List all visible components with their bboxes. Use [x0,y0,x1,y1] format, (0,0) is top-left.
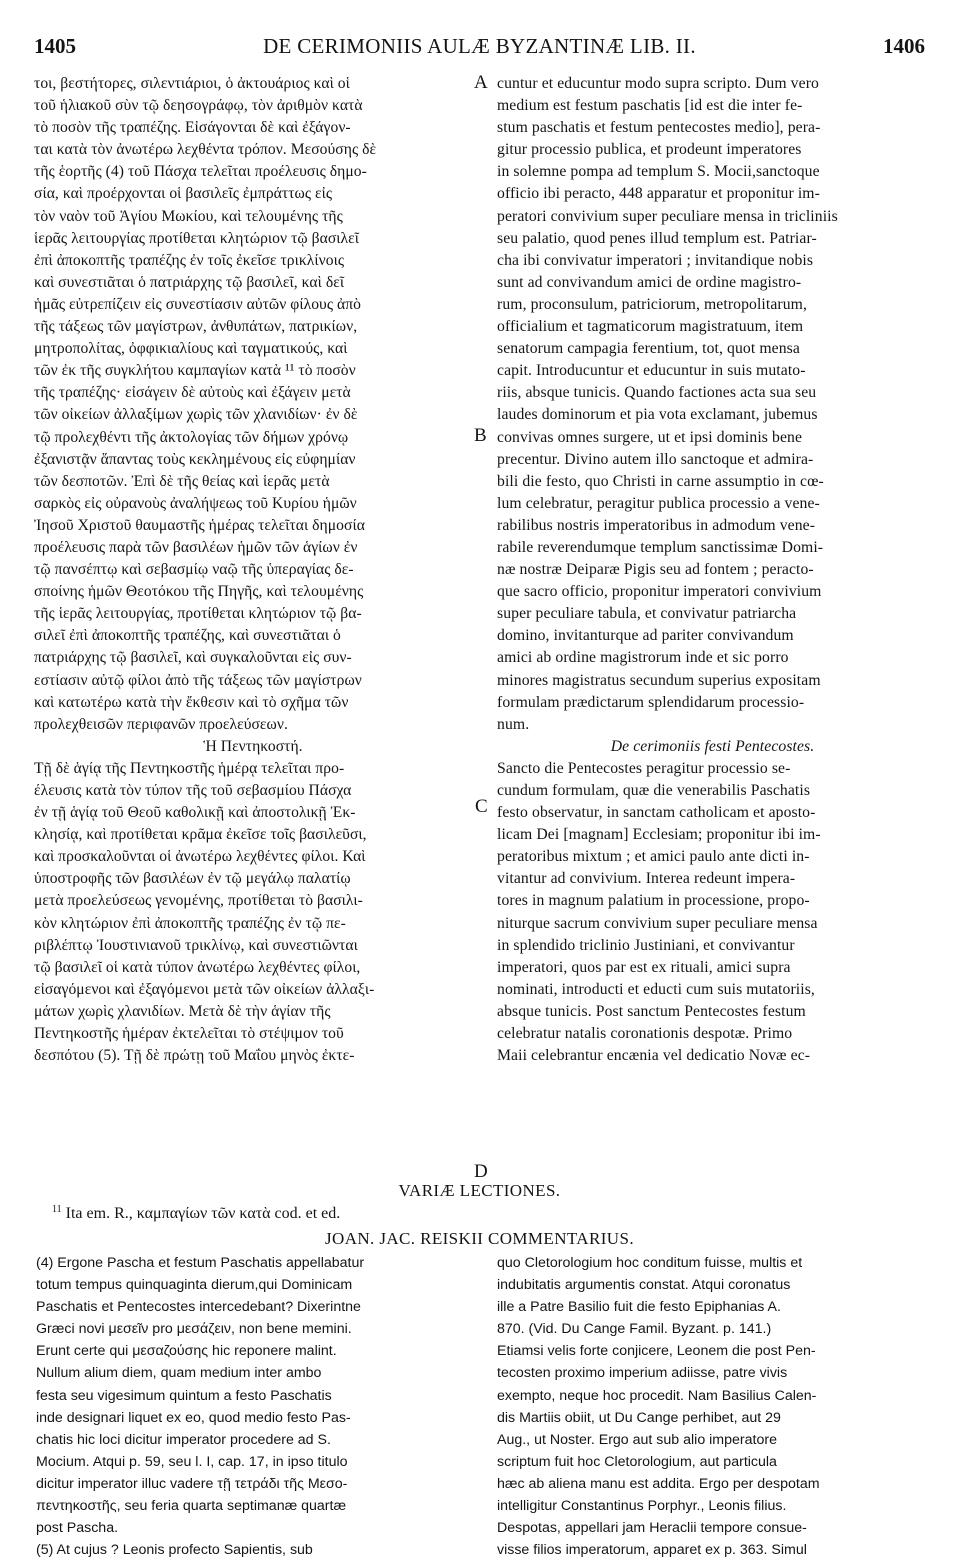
commentary-heading: JOAN. JAC. REISKII COMMENTARIUS. [325,1229,634,1248]
latin-text-line: stum paschatis et festum pentecostes medio], pera- [497,119,821,137]
greek-text-line: τῶν οἰκείων ἀλλαξίμων χωρὶς τῶν χλανιδίων· ἐν δὲ [34,406,358,424]
greek-text-line: ἐπὶ ἀποκοπτῆς τραπέζης ἐν τοῖς ἐκεῖσε τρικλίνοις [34,251,345,269]
greek-text-line: μάτων χωρὶς χλανιδίων. Μετὰ δὲ τὴν ἁγίαν τῆς [34,1002,331,1020]
latin-text-line: senatorum campagia ferentium, tot, quot mensa [497,340,800,358]
commentary-line: tecosten proximo imperium adiisse, patre vivis [497,1365,788,1382]
commentary-line: Etiamsi velis forte conjicere, Leonem die post Pen- [497,1343,816,1360]
greek-column [34,73,472,1067]
latin-section-heading: De cerimoniis festi Pentecostes. [610,737,815,755]
latin-text-line: absque tunicis. Post sanctum Pentecostes festum [497,1002,806,1020]
latin-text-line: super peculiare tabula, et convivatur patriarcha [497,605,797,623]
latin-text-part-1 [497,73,928,736]
greek-text-line: τῷ προλεχθέντι τῆς ἀκτολογίας τῶν δήμων χρόνῳ [34,428,349,446]
latin-text-line: Sancto die Pentecostes peragitur processio se- [497,759,791,777]
commentary-line: inde designari liquet ex eo, quod medio festo Pas- [36,1409,351,1426]
latin-text-line: nominati, introducti et educti cum suis mutatoriis, [497,980,815,998]
commentary-line: Erunt certe qui μεσαζούσης hic reponere malint. [36,1343,337,1360]
greek-text-line: μετὰ προελεύσεως γενομένης, προτίθεται τὸ βασιλι- [34,892,363,910]
greek-text-line: τὸ ποσὸν τῆς τραπέζης. Εἰσάγονται δὲ καὶ ἐξάγον- [34,119,351,137]
greek-text-line: τῷ βασιλεῖ οἱ κατὰ τύπον ἀνωτέρω λεχθέντες φίλοι, [34,958,361,976]
greek-text-line: σποίνης ἡμῶν Θεοτόκου τῆς Πηγῆς, καὶ τελουμένης [34,583,364,601]
commentary-line: intelligitur Constantinus Porphyr., Leonis filius. [497,1498,787,1515]
greek-text-line: μητροπολίτας, ὀφφικιαλίους καὶ ταγματικούς, καὶ [34,340,348,358]
commentary-line: chatis hic loci dicitur imperator procedere ad S. [36,1431,331,1448]
greek-text-line: τῆς τραπέζης· εἰσάγειν δὲ αὐτοὺς καὶ ἐξάγειν μετὰ [34,384,351,402]
latin-text-line: festo observatur, in sanctam catholicam et aposto- [497,804,816,822]
latin-text-line: rabile reverendumque templum sanctissimæ Domi- [497,538,824,556]
latin-text-line: precentur. Divino autem illo sanctoque et admira- [497,450,814,468]
greek-text-line: τῶν δεσποτῶν. Ἐπὶ δὲ τῆς θείας καὶ ἱερᾶς μετὰ [34,472,330,490]
commentary-right-column [497,1255,929,1564]
running-header [30,34,929,62]
greek-text-line: καὶ συνεστιᾶται ὁ πατριάρχης τῷ βασιλεῖ, καὶ δεῖ [34,273,345,291]
commentary-line: dicitur imperator illuc vadere τῇ τετράδι τῆς Μεσο- [36,1475,348,1492]
commentary-line: post Pascha. [36,1520,119,1537]
greek-text-line: τῷ πανσέπτῳ καὶ σεβασμίῳ ναῷ τῆς ὑπεραγίας δε- [34,561,354,579]
greek-text-line: τοῦ ἡλιακοῦ σὺν τῷ δεησογράφῳ, τὸν ἀριθμὸν κατὰ [34,97,363,115]
commentary-line: ille a Patre Basilio fuit die festo Epiphanias A. [497,1299,781,1316]
latin-text-line: cuntur et educuntur modo supra scripto. Dum vero [497,75,819,92]
running-title: DE CERIMONIIS AULÆ BYZANTINÆ LIB. II. [263,34,696,58]
greek-text-line: Ἰησοῦ Χριστοῦ θαυμαστῆς ἡμέρας τελεῖται δημοσία [34,516,365,534]
greek-text-line: κλησίᾳ, καὶ προτίθεται κρᾶμα ἐκεῖσε τοῖς βασιλεῦσι, [34,826,367,844]
commentary-line: festa seu vigesimum quintum a festo Paschatis [36,1387,332,1404]
latin-text-line: amici ab ordine magistrorum inde et sic porro [497,649,789,667]
latin-text-line: medium est festum paschatis [id est die inter fe- [497,97,803,115]
latin-text-line: vitantur ad convivium. Interea redeunt impera- [497,870,796,888]
latin-text-line: capit. Introducuntur et educuntur in suis mutato- [497,362,806,380]
latin-text-line: cundum formulam, quæ die venerabilis Paschatis [497,782,811,799]
greek-text-line: ἐν τῇ ἁγίᾳ τοῦ Θεοῦ καθολικῇ καὶ ἀποστολικῇ Ἐκ- [34,804,356,822]
greek-section-heading: Ἡ Πεντηκοστή. [203,737,303,755]
greek-text-line: τὸν ναὸν τοῦ Ἁγίου Μωκίου, καὶ τελουμένης τῆς [34,207,343,225]
variant-note [52,1204,340,1223]
latin-text-line: minores magistratus secundum superius expositam [497,671,821,689]
variant-note-number: 11 [52,1204,62,1215]
commentary-line: Nullum alium diem, quam medium inter ambo [36,1365,322,1382]
commentary-line: hæc ab aliena manu est addita. Ergo per despotam [497,1475,820,1492]
commentary-line: Aug., ut Noster. Ergo aut sub alio imperatore [497,1431,777,1448]
commentary-line: totum tempus quinquaginta dierum,qui Dominicam [36,1277,353,1294]
greek-text-line: σιλεῖ ἐπὶ ἀποκοπτῆς τραπέζης, καὶ συνεστιᾶται ὁ [34,627,341,645]
latin-text-part-2 [497,758,928,1067]
greek-text-line: τῶν ἐκ τῆς συγκλήτου καμπαγίων κατὰ ¹¹ τὸ ποσὸν [34,362,356,380]
latin-text-line: in splendido triclinio Justiniani, et convivantur [497,936,795,954]
greek-text-line: ται κατὰ τὸν ἀνωτέρω λεχθέντα τρόπον. Μεσούσης δὲ [34,141,377,159]
latin-text-line: num. [497,715,530,733]
latin-text-line: rum, proconsulum, patriciorum, metropolitarum, [497,295,808,313]
margin-marker-c: C [475,796,488,817]
latin-text-line: domino, invitanturque ad pariter convivandum [497,627,794,645]
commentary-line: Despotas, appellari jam Heraclii tempore consue- [497,1520,807,1537]
greek-text-line: δεσπότου (5). Τῇ δὲ πρώτῃ τοῦ Μαΐου μηνὸς ἐκτε- [34,1047,355,1065]
greek-text-line: ἡμᾶς εὐτρεπίζειν εἰς συνεστίασιν αὐτῶν φίλους ἀπὸ [34,295,361,313]
latin-column [497,73,928,1067]
greek-text-part-1 [34,73,472,736]
greek-text-line: πατριάρχης τῷ βασιλεῖ, καὶ συγκαλοῦνται εἰς συν- [34,649,352,667]
latin-text-line: næ nostræ Deiparæ Pigis seu ad fontem ; peracto- [497,561,814,579]
commentary-line: visse filios imperatorum, apparet ex p. 363. Simul [497,1542,807,1559]
latin-text-line: seu palatio, quod penes illud templum est. Patriar- [497,229,817,247]
latin-text-line: formulam prædictarum splendidarum processio- [497,693,805,711]
latin-text-line: sunt ad convivandum amici de ordine magistro- [497,273,802,291]
latin-text-line: que sacro officio, proponitur imperatori convivium [497,583,822,601]
latin-text-line: in solemne pompa ad templum S. Mocii,sanctoque [497,163,820,181]
greek-text-line: έλευσις κατὰ τὸν τύπον τῆς τοῦ σεβασμίου Πάσχα [34,782,352,799]
greek-text-line: Τῇ δὲ ἁγίᾳ τῆς Πεντηκοστῆς ἡμέρᾳ τελεῖται προ- [34,759,345,777]
margin-marker-a: A [474,72,488,93]
commentary-left-column [36,1255,476,1564]
latin-text-line: lum celebratur, peragitur publica processio a vene- [497,494,820,512]
page-number-right: 1406 [883,34,925,58]
commentary-line: dis Martiis obiit, ut Du Cange perhibet, aut 29 [497,1409,781,1426]
latin-text-line: peratoribus mixtum ; et amici paulo ante dicti in- [497,848,810,866]
variae-lectiones-heading: VARIÆ LECTIONES. [398,1181,561,1200]
latin-text-line: celebratur natalis coronationis despotæ. Primo [497,1025,793,1043]
latin-text-line: imperatori, quos par est ex rituali, amici supra [497,958,791,976]
variant-note-text: Ita em. R., καμπαγίων τῶν κατὰ cod. et ed. [65,1205,341,1222]
greek-text-line: εἰσαγόμενοι καὶ ἐξαγόμενοι μετὰ τῶν οἰκείων ἀλλαξι- [34,980,375,998]
greek-text-line: καὶ κατωτέρω κατὰ τὴν ἔκθεσιν καὶ τὸ σχῆμα τῶν [34,693,349,711]
latin-text-line: niturque sacrum convivium super peculiare mensa [497,914,818,932]
greek-text-line: ἐξανιστᾷν ἅπαντας τοὺς κεκλημένους εἰς εὐφημίαν [34,450,356,468]
commentary-line: quo Cletorologium hoc conditum fuisse, multis et [497,1255,803,1271]
commentary-line: (4) Ergone Pascha et festum Paschatis appellabatur [36,1255,365,1271]
latin-text-line: laudes dominorum et pia vota exclamant, jubemus [497,406,818,424]
commentary-line: exempto, neque hoc procedit. Nam Basilius Calen- [497,1387,817,1404]
commentary-line: (5) At cujus ? Leonis profecto Sapientis, sub [36,1542,313,1559]
greek-text-line: εστίασιν αὐτῷ φίλοι ἀπὸ τῆς τάξεως τῶν μαγίστρων [34,671,362,689]
latin-text-line: tores in magnum palatium in processione, propo- [497,892,810,910]
latin-text-line: Maii celebrantur encænia vel dedicatio Novæ ec- [497,1047,811,1065]
commentary-line: Mocium. Atqui p. 59, seu l. I, cap. 17, in ipso titulo [36,1453,348,1470]
greek-text-line: ὑποστροφῆς τῶν βασιλέων ἐν τῷ μεγάλῳ παλατίῳ [34,870,351,888]
commentary-line: πεντηκοστῆς, seu feria quarta septimanæ quartæ [36,1498,347,1515]
latin-text-line: convivas omnes surgere, ut et ipsi dominis bene [497,428,803,446]
greek-text-line: προλεχθεισῶν περιφανῶν προελεύσεων. [34,715,288,733]
latin-text-line: cha ibi convivatur imperatori ; invitandique nobis [497,251,814,269]
greek-text-part-2 [34,758,472,1067]
commentary-line: scriptum fuit hoc Cletorologium, aut particula [497,1453,777,1470]
greek-text-line: κὸν κλητώριον ἐπὶ ἀποκοπτῆς τραπέζης ἐν τῷ πε- [34,914,346,932]
greek-text-line: Πεντηκοστῆς ἡμέραν ἐκτελεῖται τὸ στέψιμον τοῦ [34,1025,344,1043]
margin-marker-b: B [474,425,487,446]
greek-text-line: ἱερᾶς λειτουργίας προτίθεται κλητώριον τῷ βασιλεῖ [34,229,360,247]
latin-text-line: gitur processio publica, et prodeunt imperatores [497,141,802,159]
latin-text-line: officio ibi peracto, 448 apparatur et proponitur im- [497,185,820,203]
greek-text-line: προέλευσις παρὰ τῶν βασιλέων ἡμῶν τῶν ἁγίων ἐν [34,538,358,556]
commentary-line: Paschatis et Pentecostes intercedebant? Dixerintne [36,1299,361,1316]
greek-text-line: ριβλέπτῳ Ἰουστινιανοῦ τρικλίνῳ, καὶ συνεστιῶνται [34,936,358,954]
margin-marker-d: D [474,1161,488,1182]
greek-text-line: σαρκὸς εἰς οὐρανοὺς ἀναλήψεως τοῦ Κυρίου ἡμῶν [34,494,357,512]
commentary-line: Græci novi μεσεῖν pro μεσάζειν, non bene memini. [36,1321,352,1338]
page-number-left: 1405 [34,34,76,58]
latin-text-line: riis, absque tunicis. Quando factiones acta sua seu [497,384,817,402]
latin-text-line: peratori convivium super peculiare mensa in tricliniis [497,207,838,225]
latin-text-line: licam Dei [magnam] Ecclesiam; proponitur ibi im- [497,826,821,844]
greek-text-line: καὶ προσκαλοῦνται οἱ ἀνωτέρω λεχθέντες φίλοι. Καὶ [34,848,366,866]
greek-text-line: τοι, βεστήτορες, σιλεντιάριοι, ὁ ἀκτουάριος καὶ οἱ [34,75,350,92]
latin-text-line: bili die festo, quo Christi in carne assumptio in cœ- [497,472,824,490]
commentary-line: indubitatis argumentis constat. Atqui coronatus [497,1277,791,1294]
greek-text-line: τῆς ἑορτῆς (4) τοῦ Πάσχα τελεῖται προέλευσις δημο- [34,163,367,181]
greek-text-line: τῆς τάξεως τῶν μαγίστρων, ἀνθυπάτων, πατρικίων, [34,318,358,336]
latin-text-line: officialium et tagmaticorum magistratuum, item [497,318,804,336]
greek-text-line: τῆς ἱερᾶς λειτουργίας, προτίθεται κλητώριον τῷ βα- [34,605,362,623]
greek-text-line: σία, καὶ προέρχονται οἱ βασιλεῖς ἐμπράττως εἰς [34,185,333,203]
latin-text-line: rabilibus nostris imperatoribus in admodum vene- [497,516,816,534]
commentary-line: 870. (Vid. Du Cange Famil. Byzant. p. 141.) [497,1321,772,1338]
